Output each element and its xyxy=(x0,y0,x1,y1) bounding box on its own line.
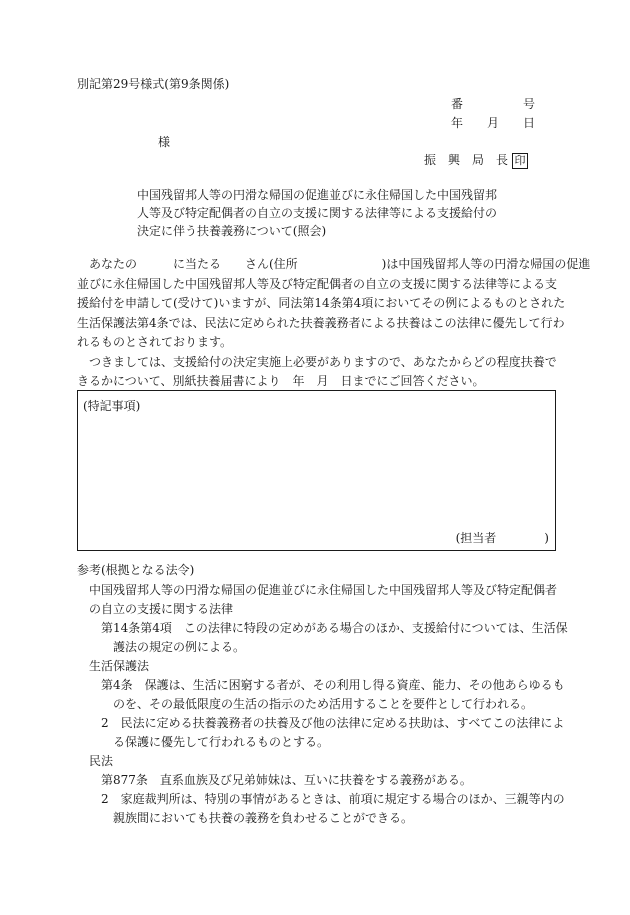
issuer xyxy=(424,152,528,169)
title-line-1: 中国残留邦人等の円滑な帰国の促進並びに永住帰国した中国残留邦 xyxy=(137,188,498,202)
body-line-3: 援給付を申請して(受けて)いますが、同法第14条第4項においてその例によるものとされた xyxy=(77,296,566,310)
law1-article-line-2: 護法の規定の例による。 xyxy=(113,640,246,654)
body-line-6: つきましては、支援給付の決定実施上必要がありますので、あなたからどの程度扶養で xyxy=(89,354,557,369)
number-suffix: 号 xyxy=(523,97,536,111)
number-label: 番 xyxy=(451,97,464,111)
law3-article2-line-2: 親族間においても扶養の義務を負わせることができる。 xyxy=(113,811,414,825)
law2-article2-line-2: る保護に優先して行われるものとする。 xyxy=(113,735,330,749)
body-line-1: あなたの に当たる さん(住所 )は中国残留邦人等の円滑な帰国の促進 xyxy=(89,257,591,271)
law3-article2-line-1: 2 家庭裁判所は、特別の事情があるときは、前項に規定する場合のほか、三親等内の xyxy=(101,792,565,806)
form-id: 別記第29号様式(第9条関係) xyxy=(77,77,230,91)
body-line-7: きるかについて、別紙扶養届書により 年 月 日までにご回答ください。 xyxy=(77,374,485,388)
law1-title-line-2: の自立の支援に関する法律 xyxy=(89,602,234,616)
title-line-2: 人等及び特定配偶者の自立の支援に関する法律等による支援給付の xyxy=(137,206,498,220)
law2-title: 生活保護法 xyxy=(89,659,150,673)
addressee-suffix: 様 xyxy=(158,135,171,149)
year-label: 年 xyxy=(451,116,464,130)
law1-title-line-1: 中国残留邦人等の円滑な帰国の促進並びに永住帰国した中国残留邦人等及び特定配偶者 xyxy=(89,583,558,597)
law1-article-line-1: 第14条第4項 この法律に特段の定めがある場合のほか、支援給付については、生活保 xyxy=(101,621,568,635)
body-line-5: れるものとされております。 xyxy=(77,335,233,349)
staff-in-charge: (担当者 ) xyxy=(455,531,549,545)
document-title xyxy=(137,186,517,240)
law2-article1-line-1: 第4条 保護は、生活に困窮する者が、その利用し得る資産、能力、その他あらゆるも xyxy=(101,678,565,692)
month-label: 月 xyxy=(487,116,500,130)
law2-article2-line-1: 2 民法に定める扶養義務者の扶養及び他の法律に定める扶助は、すべてこの法律によ xyxy=(101,716,565,730)
remarks-label: (特記事項) xyxy=(83,399,141,413)
issuer-title: 振 興 局 長 xyxy=(424,153,509,167)
day-label: 日 xyxy=(523,116,536,130)
body-line-4: 生活保護法第4条では、民法に定められた扶養義務者による扶養はこの法律に優先して行わ xyxy=(77,315,565,330)
reference-heading: 参考(根拠となる法令) xyxy=(77,563,195,577)
body-text xyxy=(77,255,591,392)
remarks-box xyxy=(77,390,556,551)
law2-article1-line-2: のを、その最低限度の生活の指示のため活用することを要件として行われる。 xyxy=(113,697,534,711)
body-line-2: 並びに永住帰国した中国残留邦人等及び特定配偶者の自立の支援に関する法律等による支 xyxy=(77,276,558,291)
seal-mark: 印 xyxy=(512,153,528,169)
law3-title: 民法 xyxy=(89,754,114,768)
title-line-3: 決定に伴う扶養義務について(照会) xyxy=(137,224,327,238)
law3-article1: 第877条 直系血族及び兄弟姉妹は、互いに扶養をする義務がある。 xyxy=(101,773,472,787)
